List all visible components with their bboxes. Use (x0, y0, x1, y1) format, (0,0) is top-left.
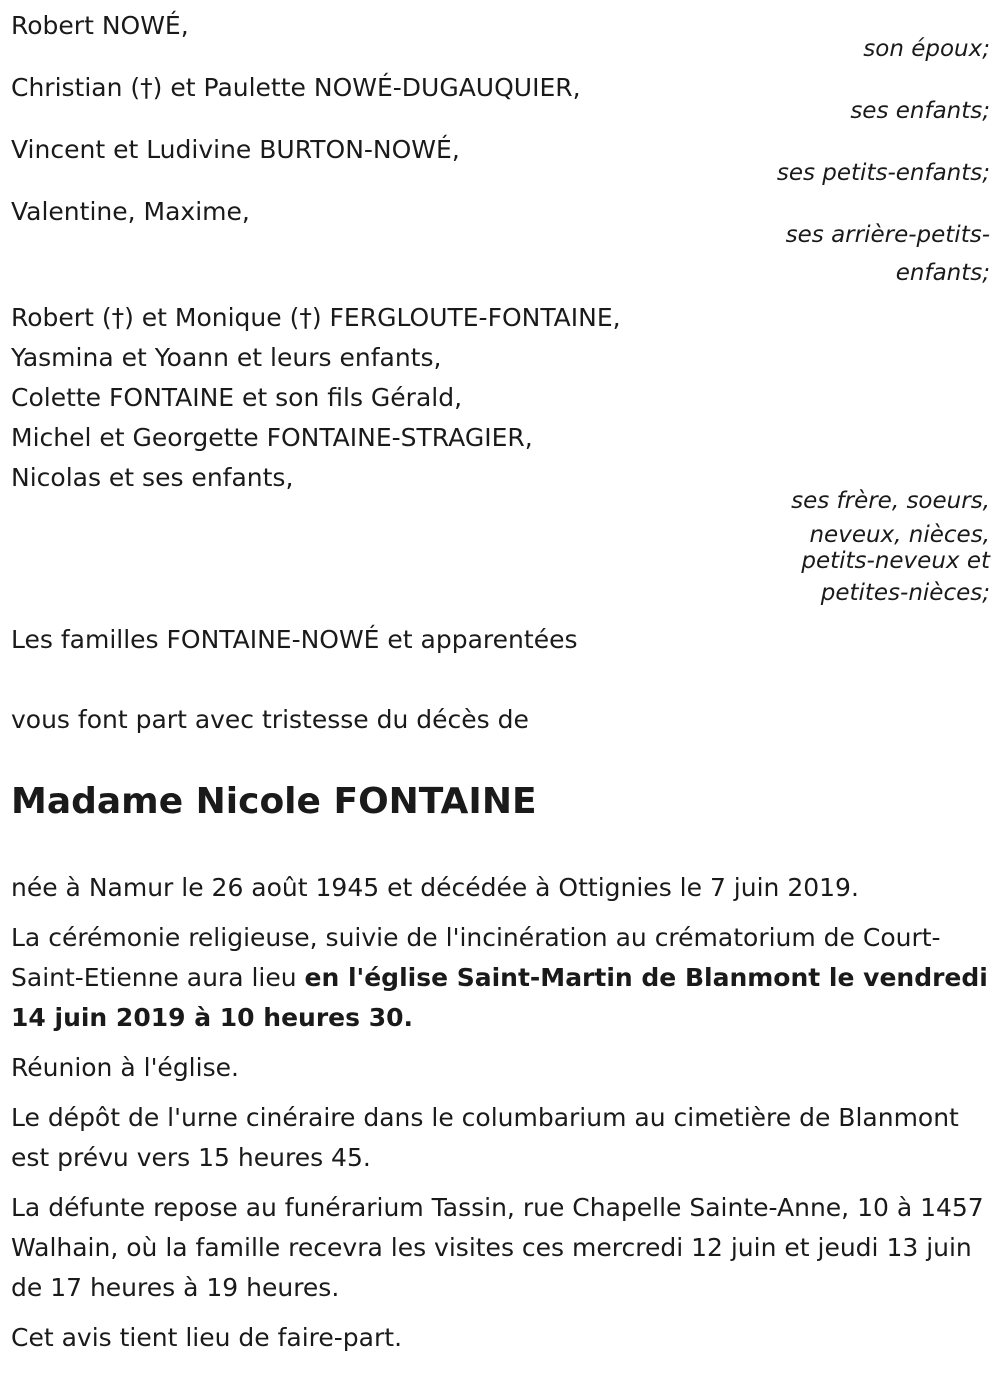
urn-paragraph: Le dépôt de l'urne cinéraire dans le columbarium au cimetière de Blanmont est prévu vers 15 heures 45. (11, 1103, 959, 1172)
extended-family-block (11, 298, 990, 498)
extended-family-line: Colette FONTAINE et son fils Gérald, (11, 383, 463, 412)
closing-paragraph: Cet avis tient lieu de faire-part. (11, 1323, 403, 1352)
relation-grandchildren: ses petits-enfants; (776, 160, 990, 186)
families-line: Les familles FONTAINE-NOWÉ et apparentées (11, 625, 578, 654)
ceremony-paragraph (11, 918, 990, 1038)
birth-death-paragraph: née à Namur le 26 août 1945 et décédée à Ottignies le 7 juin 2019. (11, 873, 859, 902)
extended-family-line: Robert (†) et Monique (†) FERGLOUTE-FONTAINE, (11, 303, 621, 332)
relation-extended-1: ses frère, soeurs, (791, 488, 990, 514)
family-line-spouse: Robert NOWÉ, (11, 11, 189, 40)
reunion-paragraph: Réunion à l'église. (11, 1053, 239, 1082)
deceased-name: Madame Nicole FONTAINE (11, 781, 537, 822)
relation-children: ses enfants; (850, 98, 990, 124)
relation-great-grandchildren-1: ses arrière-petits- (785, 222, 990, 248)
relation-extended-3: petits-neveux et (801, 548, 990, 574)
extended-family-line: Michel et Georgette FONTAINE-STRAGIER, (11, 423, 533, 452)
family-line-children: Christian (†) et Paulette NOWÉ-DUGAUQUIER, (11, 73, 581, 102)
ceremony-details: en l'église Saint-Martin de Blanmont le vendredi 14 juin 2019 à 10 heures 30. (11, 963, 988, 1032)
ceremony-intro: La cérémonie religieuse, suivie de l'incinération au crématorium de Court-Saint-Etienne aura lieu (11, 923, 941, 992)
relation-extended-2: neveux, nièces, (809, 522, 990, 548)
obituary-notice (11, 0, 990, 1358)
extended-family-line: Yasmina et Yoann et leurs enfants, (11, 343, 442, 372)
extended-family-line: Nicolas et ses enfants, (11, 463, 294, 492)
visits-paragraph: La défunte repose au funérarium Tassin, rue Chapelle Sainte-Anne, 10 à 1457 Walhain, où la famille recevra les visites ces mercredi 12 juin et jeudi 13 juin de 17 heures à 19 heures. (11, 1193, 984, 1302)
relation-spouse: son époux; (863, 36, 990, 62)
announcement-text: vous font part avec tristesse du décès de (11, 705, 529, 734)
family-line-great-grandchildren: Valentine, Maxime, (11, 197, 250, 226)
relation-great-grandchildren-2: enfants; (895, 260, 990, 286)
relation-extended-4: petites-nièces; (820, 580, 990, 606)
family-line-grandchildren: Vincent et Ludivine BURTON-NOWÉ, (11, 135, 460, 164)
